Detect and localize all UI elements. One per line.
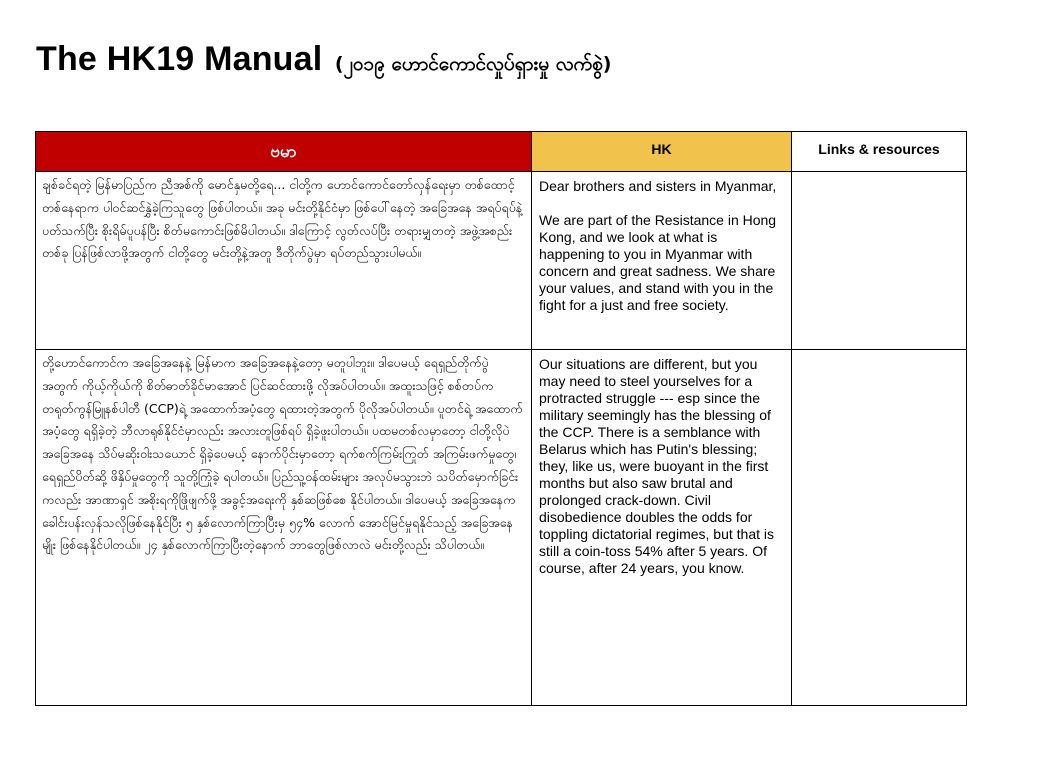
table-row [36,350,967,706]
header-myanmar [36,132,532,172]
myanmar-text: ချစ်ခင်ရတဲ့ မြန်မာပြည်က ညီအစ်ကို မောင်နှမတို့ရေ... ငါတို့က ဟောင်ကောင်တော်လှန်ရေးမှာ တစ်ထောင့်တစ်နေရာက ပါဝင်ဆင်နွှဲခဲ့ကြသူတွေ ဖြစ်ပါတယ်။ အခု မင်းတို့နိုင်ငံမှာ ဖြစ်ပေါ်နေတဲ့ အခြေအနေ အရပ်ရပ်နဲ့ ပတ်သက်ပြီး စိုးရိမ်ပူပန်ပြီး စိတ်မကောင်းဖြစ်မိပါတယ်။ ဒါကြောင့် လွတ်လပ်ပြီး တရားမျှတတဲ့ အဖွဲ့အစည်းတစ်ခု ပြန်ဖြစ်လာဖို့အတွက် ငါတို့တွေ မင်းတို့နဲ့အတူ ဒီတိုက်ပွဲမှာ ရပ်တည်သွားပါမယ်။ [42,177,523,261]
hk-paragraph: Dear brothers and sisters in Myanmar, [539,178,777,194]
myanmar-cell [36,172,532,350]
myanmar-text: တို့ဟောင်ကောင်က အခြေအနေနဲ့ မြန်မာက အခြေအနေနဲ့တော့ မတူပါဘူး။ ဒါပေမယ့် ရေရှည်တိုက်ပွဲ အတွက် ကိုယ့်ကိုယ်ကို စိတ်ဓာတ်ခိုင်မာအောင် ပြင်ဆင်ထားဖို့ လိုအပ်ပါတယ်။ အထူးသဖြင့် စစ်တပ်က တရုတ်ကွန်မြူနစ်ပါတီ (CCP)ရဲ့ အထောက်အပံ့တွေ ရထားတဲ့အတွက် ပိုလိုအပ်ပါတယ်။ ပူတင်ရဲ့ အထောက်အပံ့တွေ ရရှိခဲ့တဲ့ ဘီလာရုစ်နိုင်ငံမှာလည်း အလားတူဖြစ်ရပ် ရှိခဲ့ဖူးပါတယ်။ ပထမတစ်လမှာတော့ ငါတို့လိုပဲ အခြေအနေ သိပ်မဆိုးဝါးသယောင် ရှိခဲ့ပေမယ့် နောက်ပိုင်းမှာတော့ ရက်စက်ကြမ်းကြုတ် အကြမ်းဖက်မှုတွေ၊ ရေရှည်ပိတ်ဆို့ ဖိနှိပ်မှုတွေကို သူတို့ကြုံခဲ့ ရပါတယ်။ ပြည်သူ့ဝန်ထမ်းများ အလုပ်မသွားဘဲ သပိတ်မှောက်ခြင်းကလည်း အာဏာရှင် အစိုးရကိုဖြိုဖျက်ဖို့ အခွင့်အရေးကို နှစ်ဆဖြစ်စေ နိုင်ပါတယ်။ ဒါပေမယ့် အခြေအနေက ခေါင်းပန်းလှန်သလိုဖြစ်နေနိုင်ပြီး ၅ နှစ်လောက်ကြာပြီးမှ ၅၄% လောက် အောင်မြင်မှုရနိုင်သည့် အခြေအနေမျိုး ဖြစ်နေနိုင်ပါတယ်။ ၂၄ နှစ်လောက်ကြာပြီးတဲ့နောက် ဘာတွေဖြစ်လာလဲ မင်းတို့လည်း သိပါတယ်။ [42,355,523,553]
header-myanmar-label: ဗမာ [270,142,297,162]
table-row [36,172,967,350]
links-cell [792,172,967,350]
hk-cell [532,172,792,350]
page-title [36,40,612,80]
hk-paragraph: We are part of the Resistance in Hong Kong, and we look at what is happening to you in Myanmar with concern and great sadness. We share your values, and stand with you in the fight for a just and free society. [539,212,777,313]
links-cell [792,350,967,706]
hk-paragraph: Our situations are different, but you may need to steel yourselves for a protracted struggle --- esp since the military seemingly has the blessing of the CCP. There is a semblance with Belarus which has Putin's blessing; they, like us, were buoyant in the first months but also saw brutal and prolonged crack-down. Civil disobedience doubles the odds for toppling dictatorial regimes, but that is still a coin-toss 54% after 5 years. Of course, after 24 years, you know. [539,356,775,576]
title-main: The HK19 Manual [36,40,323,78]
manual-table [35,131,967,706]
header-hk-label: HK [651,141,672,157]
myanmar-cell [36,350,532,706]
table-header-row [36,132,967,172]
header-links [792,132,967,172]
hk-cell [532,350,792,706]
title-subtitle: (၂၀၁၉ ဟောင်ကောင်လှုပ်ရှားမှု လက်စွဲ) [334,53,612,75]
header-hk [532,132,792,172]
header-links-label: Links & resources [818,141,940,157]
